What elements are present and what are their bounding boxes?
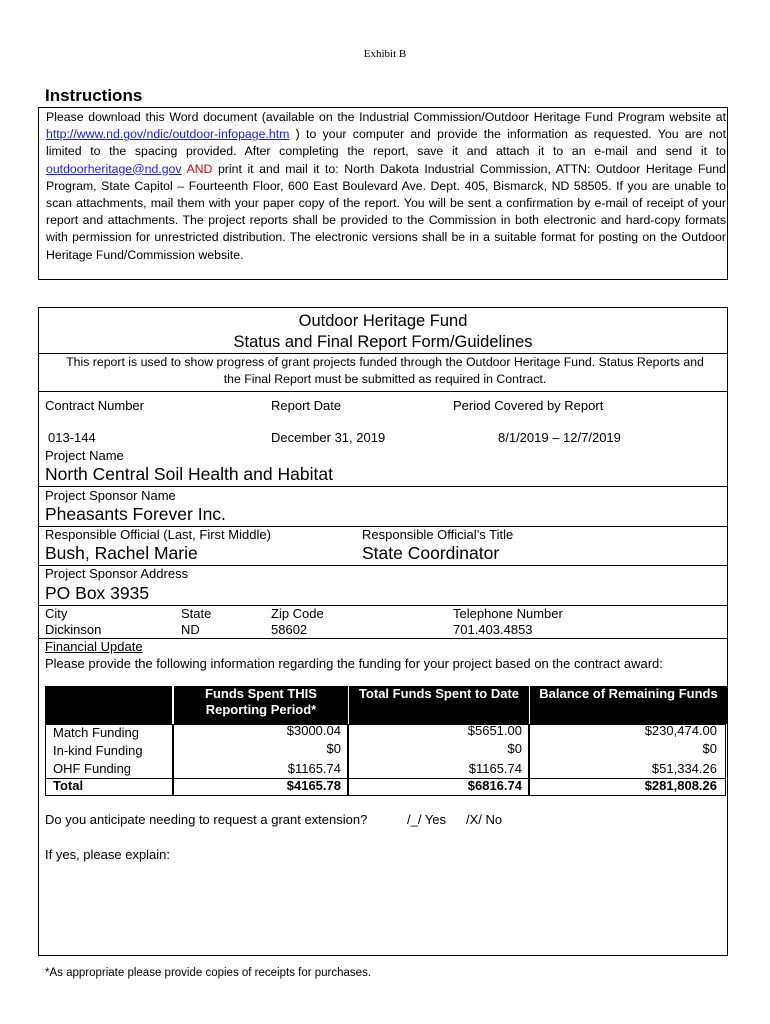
period-field[interactable]: 8/1/2019 – 12/7/2019 bbox=[498, 430, 621, 445]
table-header-blank bbox=[45, 686, 172, 724]
exhibit-label: Exhibit B bbox=[363, 48, 407, 60]
contract-number-label: Contract Number bbox=[45, 398, 144, 413]
sponsor-name-field[interactable]: Pheasants Forever Inc. bbox=[45, 504, 226, 524]
phone-field[interactable]: 701.403.4853 bbox=[453, 622, 533, 637]
row-label: In-kind Funding bbox=[53, 743, 143, 758]
city-field[interactable]: Dickinson bbox=[45, 622, 102, 637]
receipts-footnote: *As appropriate please provide copies of receipts for purchases. bbox=[45, 967, 372, 979]
official-title-label: Responsible Official’s Title bbox=[362, 527, 514, 542]
sponsor-address-label: Project Sponsor Address bbox=[45, 566, 189, 581]
divider bbox=[38, 486, 728, 487]
period-label: Period Covered by Report bbox=[453, 398, 604, 413]
financial-update-label: Financial Update bbox=[45, 639, 143, 654]
instructions-box bbox=[38, 107, 728, 280]
divider bbox=[38, 605, 728, 606]
instructions-text bbox=[46, 109, 726, 264]
form-title: Outdoor Heritage Fund bbox=[298, 312, 468, 330]
state-label: State bbox=[181, 606, 212, 621]
extension-no-option[interactable]: /X/ No bbox=[466, 812, 503, 827]
report-date-label: Report Date bbox=[271, 398, 342, 413]
official-title-field[interactable]: State Coordinator bbox=[362, 543, 500, 563]
total-to-date-value[interactable]: $6816.74 bbox=[467, 778, 522, 793]
period-value[interactable]: $1165.74 bbox=[287, 761, 341, 776]
financial-note: Please provide the following information regarding the funding for your project based on the contract award: bbox=[45, 656, 663, 671]
row-label: OHF Funding bbox=[53, 761, 132, 776]
header-to-date: Total Funds Spent to Date bbox=[348, 686, 529, 724]
total-divider bbox=[45, 778, 726, 779]
extension-question: Do you anticipate needing to request a grant extension? bbox=[45, 812, 368, 827]
project-name-field[interactable]: North Central Soil Health and Habitat bbox=[45, 464, 333, 484]
report-date-field[interactable]: December 31, 2019 bbox=[271, 430, 386, 445]
extension-yes-option[interactable]: /_/ Yes bbox=[407, 812, 447, 827]
form-intro: This report is used to show progress of grant projects funded through the Outdoor Heritage Fund. Status Reports and the Final Report must be submitted as required in Contract. bbox=[66, 355, 704, 386]
row-label: Match Funding bbox=[53, 725, 139, 740]
to-date-value[interactable]: $1165.74 bbox=[468, 761, 522, 776]
official-field[interactable]: Bush, Rachel Marie bbox=[45, 543, 198, 563]
balance-value[interactable]: $0 bbox=[702, 741, 717, 756]
total-balance-value[interactable]: $281,808.26 bbox=[644, 778, 717, 793]
balance-value[interactable]: $51,334.26 bbox=[651, 761, 717, 776]
phone-label: Telephone Number bbox=[453, 606, 563, 621]
instructions-title: Instructions bbox=[45, 86, 143, 105]
zip-label: Zip Code bbox=[271, 606, 324, 621]
header-balance: Balance of Remaining Funds bbox=[529, 686, 727, 724]
divider bbox=[38, 391, 728, 392]
form-subtitle: Status and Final Report Form/Guidelines bbox=[233, 333, 533, 351]
to-date-value[interactable]: $5651.00 bbox=[467, 723, 522, 738]
explain-label: If yes, please explain: bbox=[45, 847, 171, 862]
and-word: AND bbox=[181, 161, 213, 176]
instructions-text-2: ) to your computer and provide the information as requested. You are not limited to the spacing provided. After completing the report, save it and attach it to an e-mail and send it to bbox=[46, 127, 726, 159]
funding-table bbox=[45, 686, 726, 796]
header-period: Funds Spent THIS Reporting Period* bbox=[173, 686, 348, 724]
email-link[interactable]: outdoorheritage@nd.gov bbox=[46, 161, 182, 176]
city-label: City bbox=[45, 606, 68, 621]
period-value[interactable]: $3000.04 bbox=[286, 723, 341, 738]
contract-number-field[interactable]: 013-144 bbox=[48, 430, 96, 445]
period-value[interactable]: $0 bbox=[326, 741, 341, 756]
total-label: Total bbox=[53, 778, 84, 793]
instructions-text-1: Please download this Word document (available on the Industrial Commission/Outdoor Heritage Fund Program website at bbox=[46, 110, 726, 124]
official-label: Responsible Official (Last, First Middle) bbox=[45, 527, 271, 542]
instructions-text-3: print it and mail it to: North Dakota Industrial Commission, ATTN: Outdoor Heritage Fund Program, State Capitol – Fourteenth Floor, 600 East Boulevard Ave. Dept. 405, Bismarck, ND 58505. If you are unable to scan attachments, mail them with your paper copy of the report. You will be sent a confirmation by e-mail of receipt of your report and attachments. The project reports shall be provided to the Commission in both electronic and hard-copy formats with permission for unrestricted distribution. The electronic versions shall be in a suitable format for posting on the Outdoor Heritage Fund/Commission website. bbox=[46, 161, 726, 262]
website-link[interactable]: http://www.nd.gov/ndic/outdoor-infopage.htm bbox=[46, 127, 290, 142]
project-name-label: Project Name bbox=[45, 448, 124, 463]
total-period-value[interactable]: $4165.78 bbox=[286, 778, 341, 793]
zip-field[interactable]: 58602 bbox=[271, 622, 308, 637]
balance-value[interactable]: $230,474.00 bbox=[644, 723, 717, 738]
state-field[interactable]: ND bbox=[181, 622, 200, 637]
sponsor-name-label: Project Sponsor Name bbox=[45, 488, 176, 503]
to-date-value[interactable]: $0 bbox=[507, 741, 522, 756]
sponsor-address-field[interactable]: PO Box 3935 bbox=[45, 583, 150, 603]
